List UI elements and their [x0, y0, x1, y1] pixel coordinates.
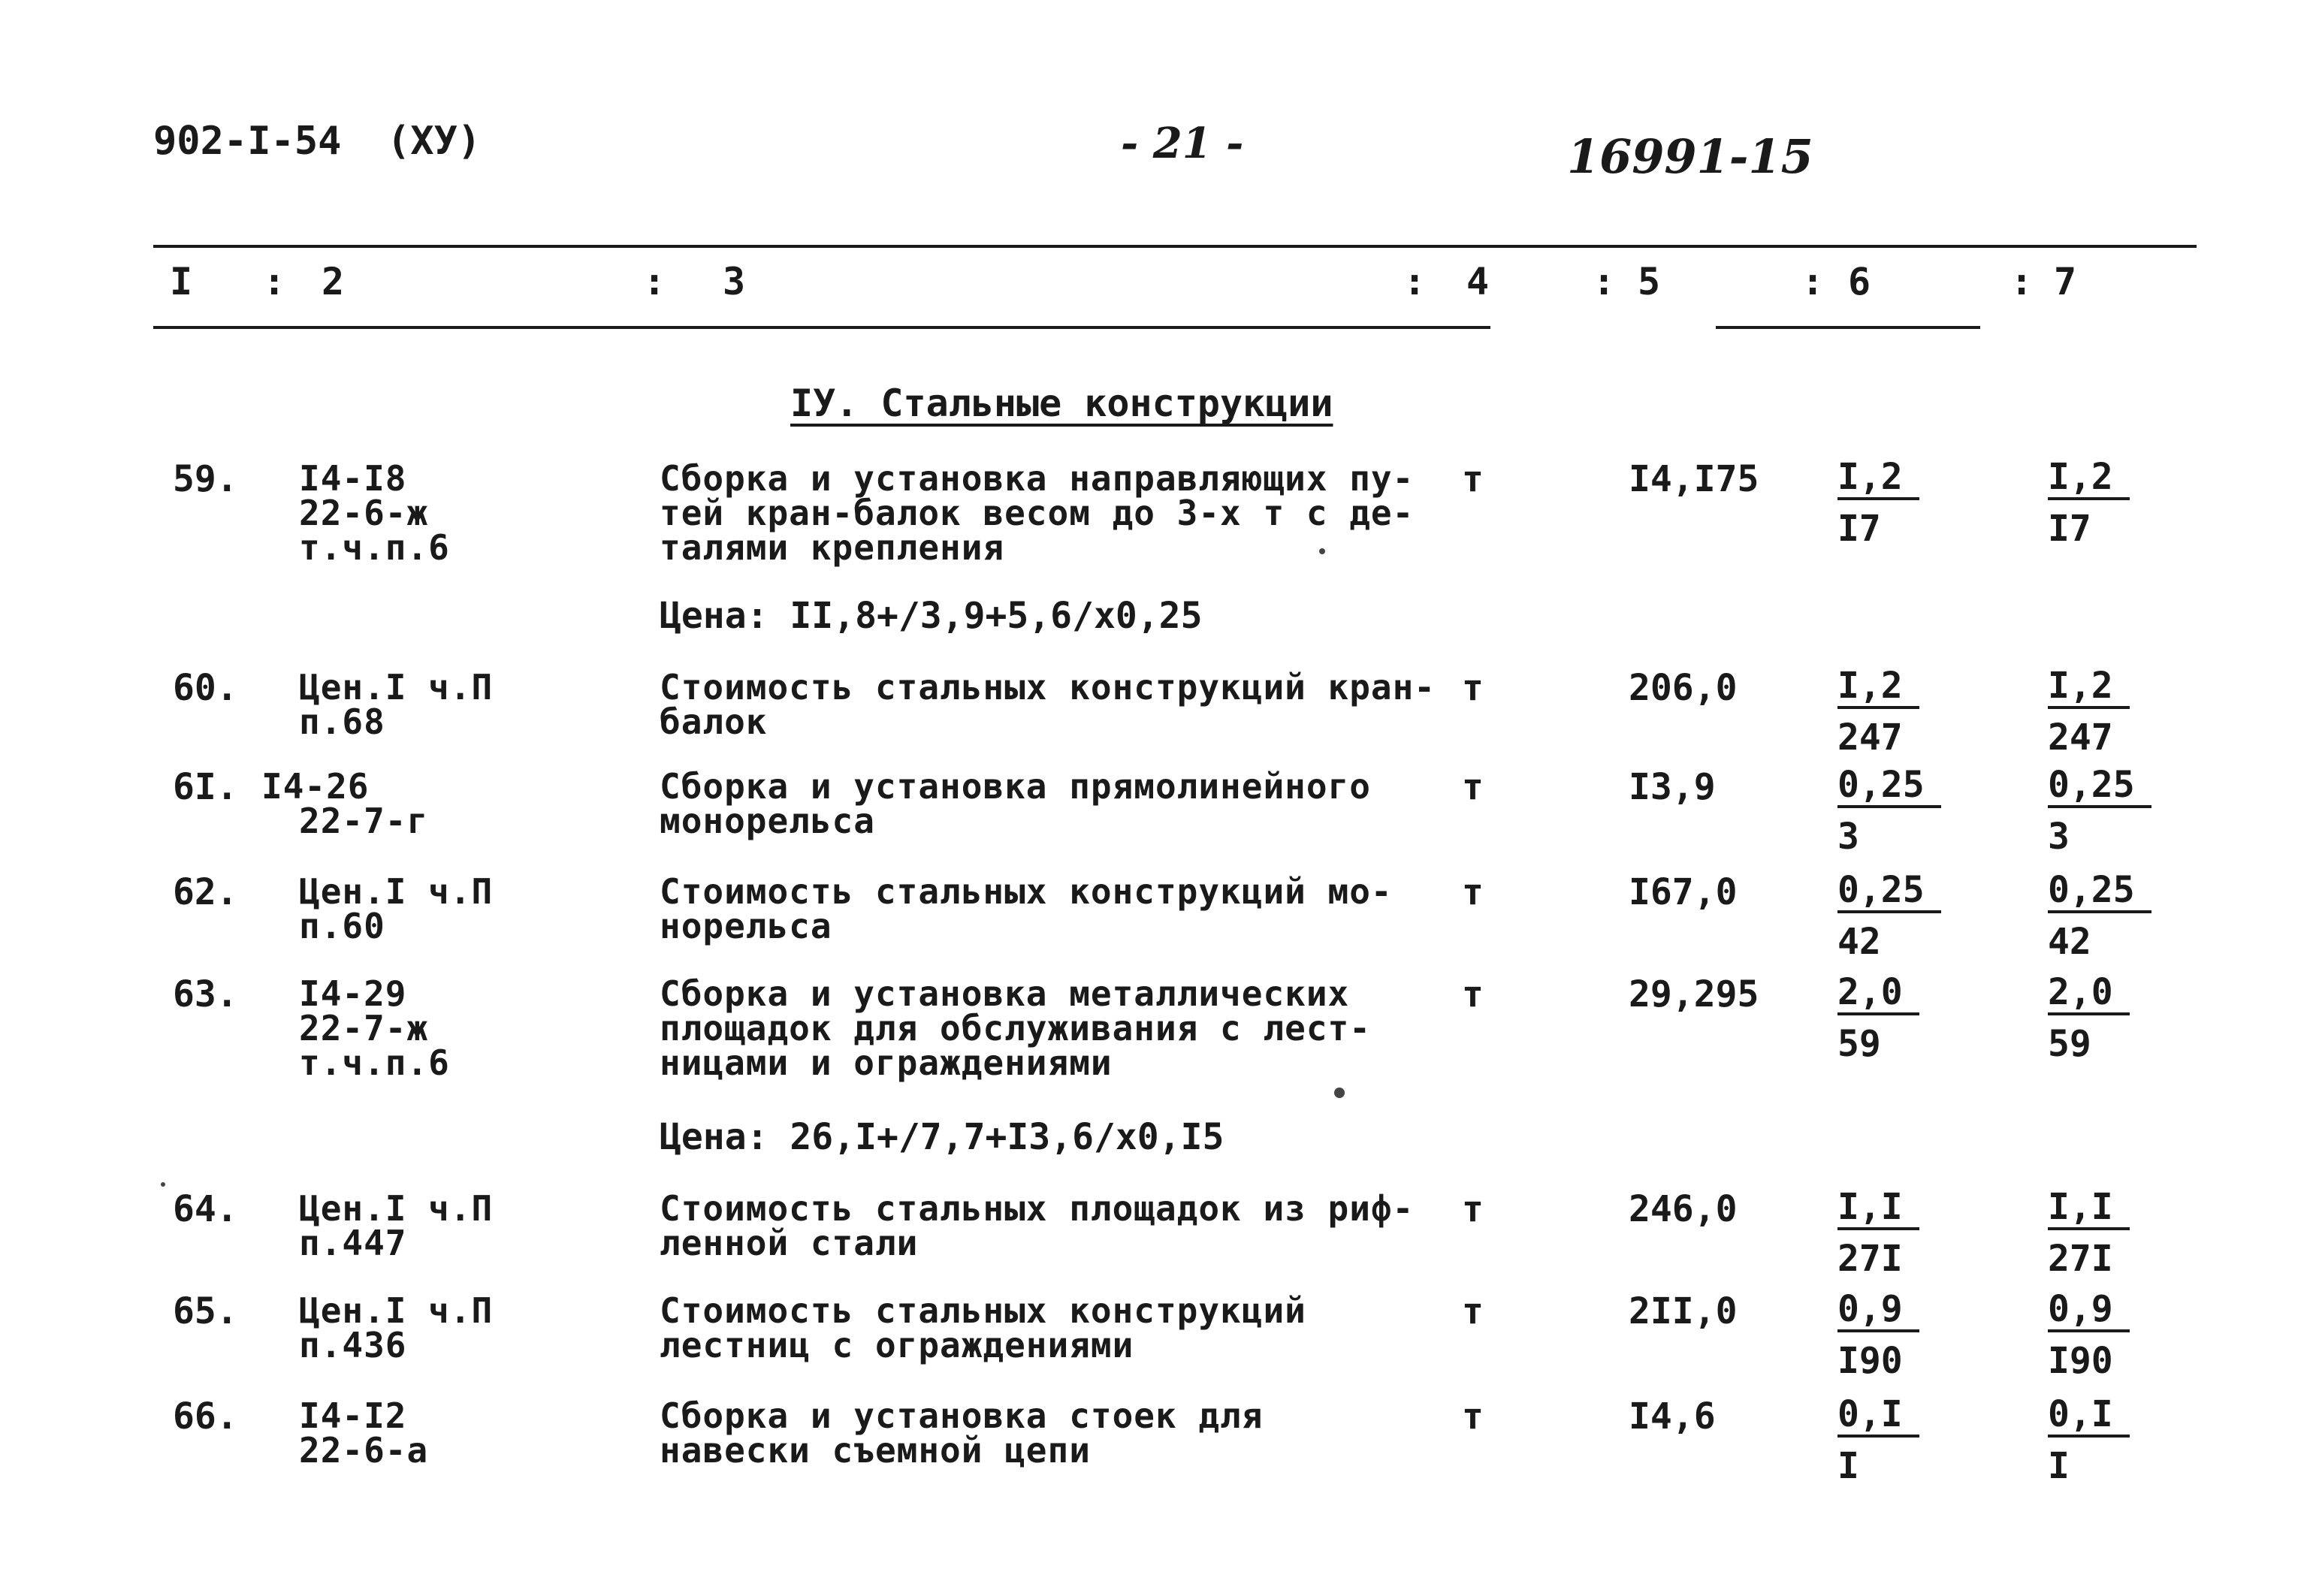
row-number: 6I.: [173, 766, 238, 808]
row-description: тей кран-балок весом до 3-х т с де-: [660, 493, 1415, 533]
row-price: 246,0: [1629, 1188, 1738, 1230]
header-bottom-rule-right: [1716, 326, 1980, 329]
column-separator: :: [263, 260, 286, 303]
row-description: навески съемной цепи: [660, 1430, 1091, 1471]
col6-value-denominator: 59: [1837, 1023, 1881, 1065]
row-description: балок: [660, 701, 768, 742]
row-unit: т: [1462, 871, 1484, 913]
col6-value-denominator: I: [1837, 1445, 1859, 1487]
row-description: ленной стали: [660, 1223, 919, 1263]
row-description: Сборка и установка стоек для: [660, 1395, 1264, 1436]
col7-value: [2048, 456, 2130, 550]
price-formula: Цена: 26,I+/7,7+I3,6/x0,I5: [660, 1116, 1224, 1158]
row-reference: т.ч.п.6: [299, 527, 450, 568]
row-reference: 22-7-ж: [299, 1008, 429, 1048]
row-description: лестниц с ограждениями: [660, 1325, 1134, 1365]
col6-value: [1837, 764, 1941, 858]
row-reference: п.68: [299, 701, 385, 742]
row-description: Стоимость стальных конструкций мо-: [660, 871, 1393, 912]
row-price: 206,0: [1629, 667, 1738, 709]
col6-value-numerator: I,2: [1837, 457, 1919, 500]
col6-value-denominator: 247: [1837, 717, 1903, 759]
col7-value: [2048, 764, 2151, 858]
row-description: Стоимость стальных конструкций кран-: [660, 667, 1436, 707]
row-price: 29,295: [1629, 973, 1759, 1015]
col7-value-denominator: 3: [2048, 816, 2070, 858]
row-description: Стоимость стальных площадок из риф-: [660, 1188, 1415, 1229]
col7-value-numerator: I,2: [2048, 665, 2130, 709]
row-reference: I4-26: [261, 766, 370, 807]
row-reference: Цен.I ч.П: [299, 1290, 494, 1331]
row-price: I67,0: [1629, 871, 1738, 913]
col6-value-numerator: I,I: [1837, 1187, 1919, 1230]
col6-value-denominator: 42: [1837, 921, 1881, 963]
row-number: 66.: [173, 1395, 238, 1438]
col6-value: [1837, 1288, 1919, 1382]
row-reference: п.447: [299, 1223, 407, 1263]
speck: [1334, 1088, 1345, 1098]
row-reference: I4-29: [299, 973, 407, 1014]
row-unit: т: [1462, 667, 1484, 709]
col6-value-numerator: 0,25: [1837, 870, 1941, 913]
row-unit: т: [1462, 766, 1484, 808]
col7-value-numerator: 0,9: [2048, 1289, 2130, 1332]
section-title: IУ. Стальные конструкции: [790, 382, 1333, 425]
col7-value: [2048, 1393, 2130, 1487]
top-rule: [153, 245, 2197, 248]
row-number: 63.: [173, 973, 238, 1015]
row-description: ницами и ограждениями: [660, 1042, 1113, 1083]
column-separator: :: [643, 260, 666, 303]
col7-value-denominator: I90: [2048, 1340, 2113, 1382]
col7-value-numerator: I,I: [2048, 1187, 2130, 1230]
col6-value-numerator: 0,9: [1837, 1289, 1919, 1332]
row-reference: п.60: [299, 906, 385, 946]
row-unit: т: [1462, 1290, 1484, 1332]
row-reference: п.436: [299, 1325, 407, 1365]
col6-value: [1837, 869, 1941, 963]
col7-value-numerator: 2,0: [2048, 972, 2130, 1015]
column-separator: :: [1593, 260, 1616, 303]
col6-value-numerator: 0,25: [1837, 765, 1941, 808]
speck: [1319, 548, 1325, 554]
row-reference: Цен.I ч.П: [299, 1188, 494, 1229]
row-number: 60.: [173, 667, 238, 709]
col6-value: [1837, 1393, 1919, 1487]
column-number: I: [170, 260, 193, 303]
col6-value-denominator: I7: [1837, 508, 1881, 550]
col6-value-numerator: I,2: [1837, 665, 1919, 709]
document-code: 902-I-54: [153, 119, 342, 164]
column-separator: :: [1801, 260, 1825, 303]
col6-value-denominator: 3: [1837, 816, 1859, 858]
row-description: Сборка и установка прямолинейного: [660, 766, 1371, 807]
row-description: монорельса: [660, 801, 875, 841]
row-description: площадок для обслуживания с лест-: [660, 1008, 1371, 1048]
row-unit: т: [1462, 458, 1484, 500]
column-number: 6: [1848, 260, 1871, 303]
row-reference: 22-7-г: [299, 801, 429, 841]
row-unit: т: [1462, 973, 1484, 1015]
col6-value: [1837, 1186, 1919, 1280]
row-price: I3,9: [1629, 766, 1716, 808]
col7-value-denominator: I: [2048, 1445, 2070, 1487]
col7-value-denominator: 42: [2048, 921, 2091, 963]
row-description: Сборка и установка направляющих пу-: [660, 458, 1415, 499]
row-reference: Цен.I ч.П: [299, 871, 494, 912]
col7-value-numerator: 0,25: [2048, 870, 2151, 913]
row-unit: т: [1462, 1188, 1484, 1230]
row-reference: I4-I8: [299, 458, 407, 499]
row-unit: т: [1462, 1395, 1484, 1438]
header-bottom-rule-left: [153, 326, 1490, 329]
col7-value-denominator: 59: [2048, 1023, 2091, 1065]
col6-value: [1837, 665, 1919, 759]
column-number: 7: [2054, 260, 2077, 303]
col7-value: [2048, 869, 2151, 963]
column-number: 5: [1638, 260, 1661, 303]
column-number: 4: [1466, 260, 1490, 303]
col7-value-denominator: 27I: [2048, 1238, 2113, 1280]
row-price: I4,6: [1629, 1395, 1716, 1438]
document-tag: (XУ): [387, 119, 482, 164]
row-number: 65.: [173, 1290, 238, 1332]
row-reference: Цен.I ч.П: [299, 667, 494, 707]
row-price: I4,I75: [1629, 458, 1759, 500]
col7-value: [2048, 1288, 2130, 1382]
row-description: талями крепления: [660, 527, 1005, 568]
col7-value-denominator: 247: [2048, 717, 2113, 759]
row-price: 2II,0: [1629, 1290, 1738, 1332]
row-number: 62.: [173, 871, 238, 913]
row-description: Стоимость стальных конструкций: [660, 1290, 1306, 1331]
column-separator: :: [1403, 260, 1427, 303]
row-reference: т.ч.п.6: [299, 1042, 450, 1083]
row-reference: 22-6-а: [299, 1430, 429, 1471]
col6-value: [1837, 971, 1919, 1065]
col6-value-numerator: 0,I: [1837, 1394, 1919, 1438]
col6-value-denominator: I90: [1837, 1340, 1903, 1382]
price-formula: Цена: II,8+/3,9+5,6/x0,25: [660, 595, 1203, 637]
row-reference: 22-6-ж: [299, 493, 429, 533]
col7-value: [2048, 1186, 2130, 1280]
col7-value: [2048, 665, 2130, 759]
col7-value-numerator: 0,25: [2048, 765, 2151, 808]
col7-value-denominator: I7: [2048, 508, 2091, 550]
col7-value-numerator: I,2: [2048, 457, 2130, 500]
page-number: - 21 -: [1121, 119, 1244, 168]
column-number: 3: [723, 260, 746, 303]
row-description: норельса: [660, 906, 832, 946]
row-number: 64.: [173, 1188, 238, 1230]
col7-value: [2048, 971, 2130, 1065]
col7-value-numerator: 0,I: [2048, 1394, 2130, 1438]
col6-value-denominator: 27I: [1837, 1238, 1903, 1280]
handwritten-stamp: 16991-15: [1567, 129, 1813, 184]
row-number: 59.: [173, 458, 238, 500]
column-separator: :: [2010, 260, 2034, 303]
row-reference: I4-I2: [299, 1395, 407, 1436]
row-description: Сборка и установка металлических: [660, 973, 1350, 1014]
column-number: 2: [322, 260, 345, 303]
col6-value-numerator: 2,0: [1837, 972, 1919, 1015]
speck: [161, 1182, 165, 1187]
col6-value: [1837, 456, 1919, 550]
